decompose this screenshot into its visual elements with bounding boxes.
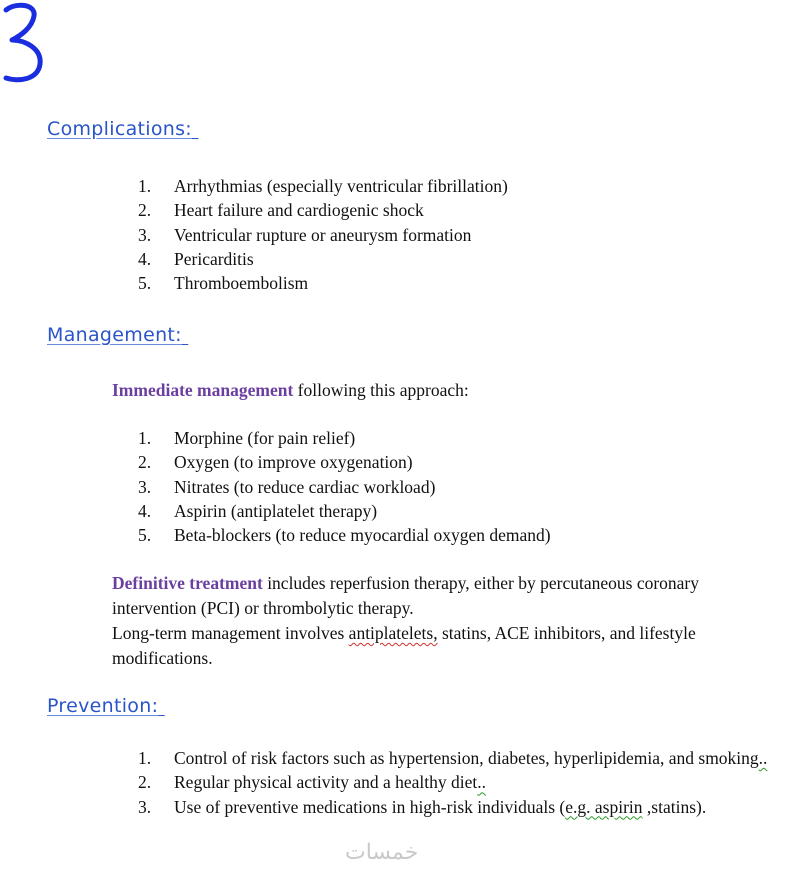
complications-heading: Complications: (47, 118, 193, 140)
list-item: 4. Pericarditis (138, 248, 254, 269)
handwritten-page-number (2, 2, 46, 86)
immediate-management-list (138, 426, 551, 547)
watermark: خمسات (345, 840, 419, 865)
list-item: 5. Beta-blockers (to reduce myocardial oxygen demand) (138, 525, 551, 546)
list-item: 2. Regular physical activity and a healthy diet.. (138, 772, 486, 793)
list-item: 2. Oxygen (to improve oxygenation) (138, 452, 413, 473)
management-heading: Management: (47, 324, 182, 346)
prevention-heading: Prevention: (47, 695, 159, 717)
definitive-treatment-paragraph: Definitive treatment includes reperfusion therapy, either by percutaneous coronary intervention (PCI) or thrombolytic therapy. (112, 573, 700, 618)
complications-list (138, 174, 508, 295)
list-item: 1. Morphine (for pain relief) (138, 428, 356, 448)
list-item: 4. Aspirin (antiplatelet therapy) (138, 500, 378, 521)
list-item: 3. Nitrates (to reduce cardiac workload) (138, 476, 436, 497)
list-item: 5. Thromboembolism (138, 273, 309, 294)
list-item: 1. Arrhythmias (especially ventricular fibrillation) (138, 176, 508, 196)
list-item: 2. Heart failure and cardiogenic shock (138, 200, 424, 221)
list-item: 3. Ventricular rupture or aneurysm formation (138, 224, 472, 245)
immediate-management-paragraph: Immediate management following this approach: (112, 380, 469, 400)
prevention-list (138, 746, 778, 819)
list-item: 3. Use of preventive medications in high-risk individuals (e.g. aspirin ,statins). (138, 796, 707, 817)
long-term-management-paragraph: Long-term management involves antiplatelets, statins, ACE inhibitors, and lifestyle modifications. (112, 623, 696, 668)
list-item: 1. Control of risk factors such as hypertension, diabetes, hyperlipidemia, and smoking.. (138, 748, 768, 768)
